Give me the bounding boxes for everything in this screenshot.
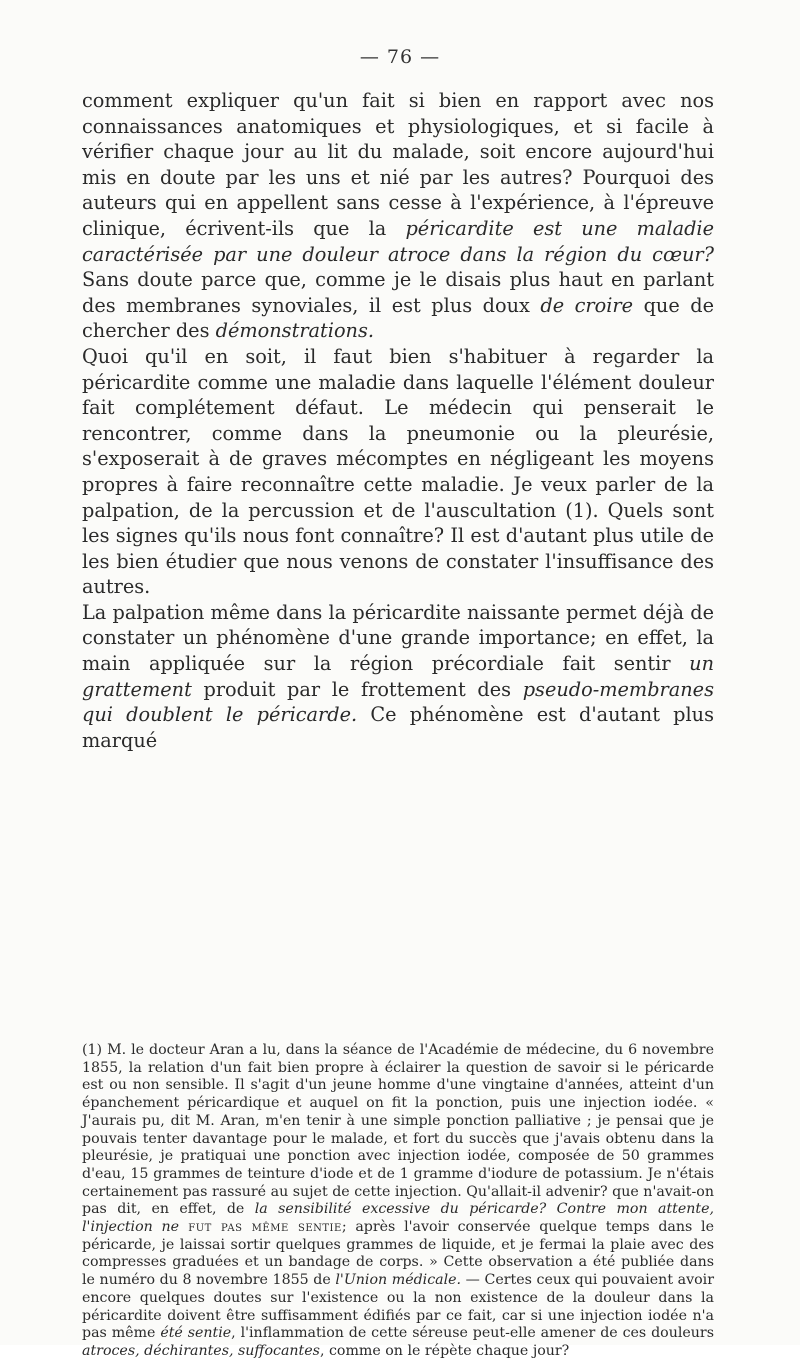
fn-italic-i: atroces, déchirantes, suffocantes bbox=[82, 1342, 320, 1359]
fn-text-d: ; après l'avoir conservée quelque temps dans le péricarde, je laissai sortir quelques grammes de liquide, et je fermai la plaie avec des compresses graduées et un bandage de corps. » Cette observation a été publiée dans le numéro du 8 novembre 1855 de bbox=[82, 1219, 714, 1289]
footnote bbox=[82, 1042, 714, 1361]
p1-text-e: que de chercher des bbox=[82, 293, 714, 343]
fn-italic-g: été sentie bbox=[160, 1325, 232, 1342]
main-text bbox=[82, 88, 714, 753]
p1-italic-b: péricardite est une maladie caractérisée par une douleur atroce dans la région du cœur? bbox=[82, 216, 714, 266]
fn-italic-b: la sensibilité excessive du péricarde? Contre mon attente, l'injection ne bbox=[82, 1201, 715, 1236]
p3-italic-d: pseudo-membranes qui doublent le péricarde. bbox=[82, 677, 714, 727]
fn-text-a: (1) M. le docteur Aran a lu, dans la séance de l'Académie de médecine, du 6 novembre 1855, la relation d'un fait bien propre à éclairer la question de savoir si le péricarde est ou non sensible. Il s'agit d'un jeune homme d'une vingtaine d'années, atteint d'un épanchement péricardique et auquel on fit la ponction, puis une injection iodée. « J'aurais pu, dit M. Aran, m'en tenir à une simple ponction palliative ; je pensai que je pouvais tenter davantage pour le malade, et fort du succès que j'avais obtenu dans la pleurésie, je pratiquai une ponction avec injection iodée, composée de 50 grammes d'eau, 15 grammes de teinture d'iode et de 1 gramme d'iodure de potassium. Je n'étais certainement pas rassuré au sujet de cette injection. Qu'allait-il advenir? que n'avait-on pas dit, en effet, de bbox=[82, 1042, 714, 1218]
p3-text-e: Ce phénomène est d'autant plus marqué bbox=[82, 703, 714, 752]
paragraph-1 bbox=[82, 88, 714, 344]
fn-italic-e: l'Union médicale. bbox=[335, 1272, 462, 1289]
p1-italic-f: démonstrations. bbox=[215, 319, 374, 343]
p2-text-a: Quoi qu'il en soit, il faut bien s'habituer à regarder la péricardite comme une maladie dans laquelle l'élément douleur fait complétement défaut. Le médecin qui penserait le rencontrer, comme dans la pneumonie ou la pleurésie, s'exposerait à de graves mécomptes en négligeant les moyens propres à faire reconnaître cette maladie. Je veux parler de la palpation, de la percussion et de l'auscultation (1). Quels sont les signes qu'ils nous font connaître? Il est d'autant plus utile de les bien étudier que nous venons de constater l'insuffisance des autres. bbox=[82, 344, 714, 599]
paragraph-3 bbox=[82, 600, 714, 754]
footnote-1 bbox=[82, 1042, 714, 1361]
p3-italic-b: un grattement bbox=[82, 652, 714, 701]
fn-smallcaps-c: fut pas même sentie bbox=[179, 1219, 342, 1236]
p1-italic-d: de croire bbox=[540, 293, 634, 317]
p1-text-a: comment expliquer qu'un fait si bien en rapport avec nos connaissances anatomiques et physiologiques, et si facile à vérifier chaque jour au lit du malade, soit encore aujourd'hui mis en doute par les uns et nié par les autres? Pourquoi des auteurs qui en appellent sans cesse à l'expérience, à l'épreuve clinique, écrivent-ils que la bbox=[82, 89, 714, 240]
page-number: — 76 — bbox=[359, 46, 441, 68]
p1-text-c: Sans doute parce que, comme je le disais plus haut en parlant des membranes synoviales, il est plus doux bbox=[82, 268, 714, 317]
fn-text-f: — Certes ceux qui pouvaient avoir encore quelques doutes sur l'existence ou la non existence de la douleur dans la péricardite doivent être suffisamment édifiés par ce fait, car si une injection iodée n'a pas même bbox=[82, 1272, 714, 1342]
paragraph-2 bbox=[82, 344, 714, 600]
p3-text-a: La palpation même dans la péricardite naissante permet déjà de constater un phénomène d'une grande importance; en effet, la main appliquée sur la région précordiale fait sentir bbox=[82, 600, 714, 676]
fn-text-j: , comme on le répète chaque jour? bbox=[319, 1342, 570, 1359]
fn-text-h: , l'inflammation de cette séreuse peut-elle amener de ces douleurs bbox=[231, 1325, 714, 1342]
p3-text-c: produit par le frottement des bbox=[191, 677, 523, 701]
